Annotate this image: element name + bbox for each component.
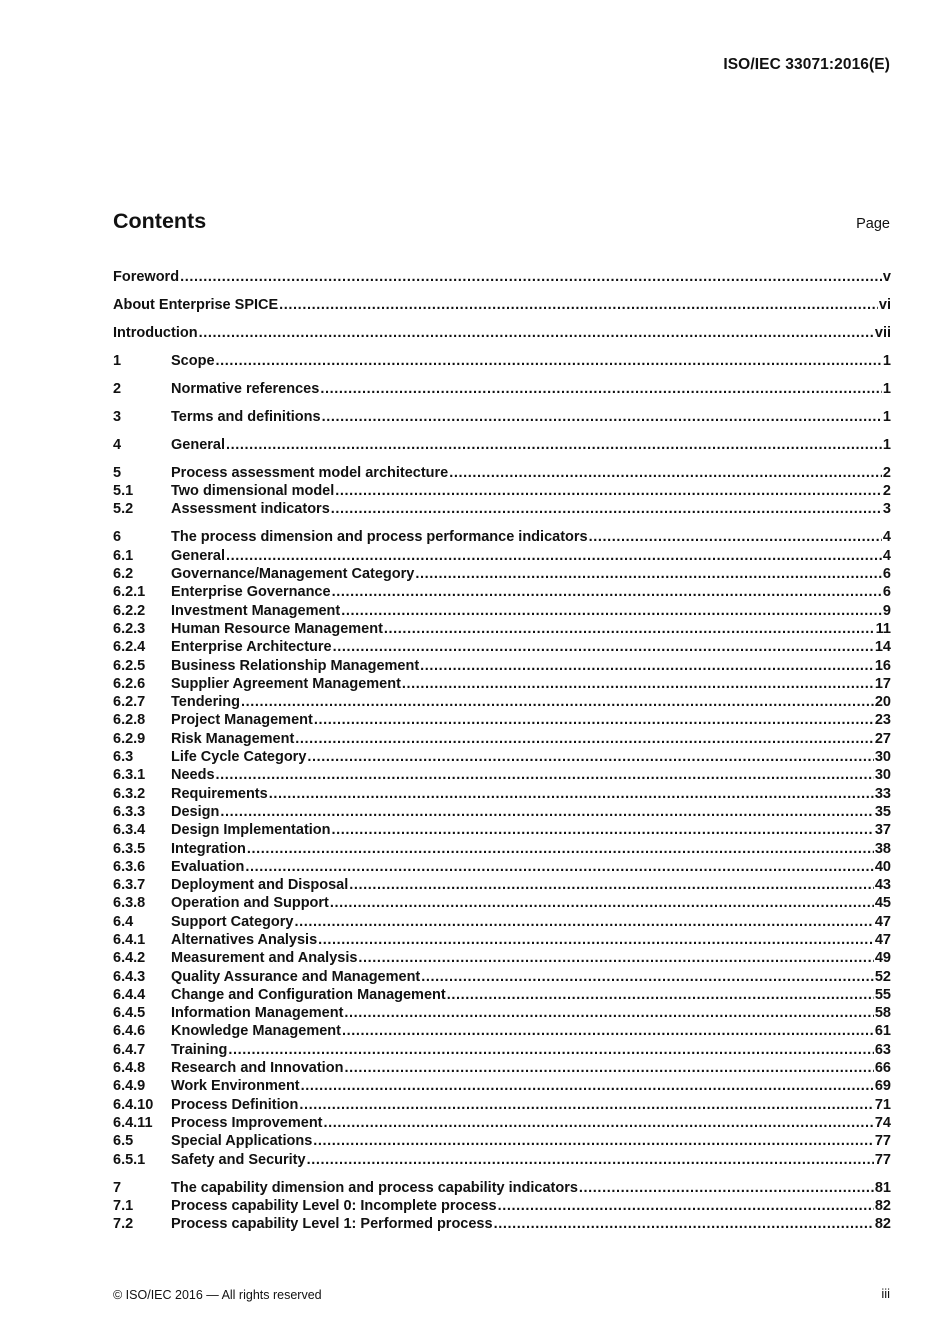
toc-dot-leader bbox=[216, 352, 882, 370]
toc-entry-title: Process capability Level 0: Incomplete process bbox=[171, 1197, 497, 1214]
toc-entry-title: Alternatives Analysis bbox=[171, 932, 318, 948]
toc-dot-leader bbox=[247, 840, 874, 858]
toc-entry-title: Safety and Security bbox=[171, 1151, 306, 1168]
toc-dot-leader bbox=[579, 1179, 874, 1197]
toc-entry-page: 81 bbox=[874, 1179, 891, 1196]
toc-entry-title: Normative references bbox=[171, 380, 320, 397]
toc-entry-page: 9 bbox=[882, 602, 891, 619]
toc-entry-title: Process Definition bbox=[171, 1096, 299, 1113]
toc-entry-page: 61 bbox=[874, 1023, 891, 1040]
toc-entry-number: 6.2.1 bbox=[113, 584, 146, 601]
toc-entry-number: 6.2.8 bbox=[113, 712, 146, 729]
toc-entry-title: Process Improvement bbox=[171, 1114, 323, 1131]
toc-dot-leader bbox=[279, 296, 878, 314]
toc-entry-number: 6.2 bbox=[113, 566, 134, 583]
toc-entry[interactable] bbox=[113, 894, 891, 912]
toc-entry-page: 82 bbox=[874, 1216, 891, 1233]
toc-dot-leader bbox=[498, 1197, 874, 1215]
toc-dot-leader bbox=[295, 730, 874, 748]
toc-entry[interactable] bbox=[113, 968, 891, 986]
toc-entry-number: 6.2.7 bbox=[113, 694, 146, 711]
toc-entry-title: Quality Assurance and Management bbox=[171, 968, 421, 985]
toc-entry[interactable] bbox=[113, 693, 891, 711]
toc-entry[interactable] bbox=[113, 1132, 891, 1150]
toc-entry-number: 6.3.4 bbox=[113, 822, 146, 839]
toc-entry-title: Training bbox=[171, 1041, 228, 1058]
toc-entry-page: 55 bbox=[874, 986, 891, 1003]
toc-entry-title: Life Cycle Category bbox=[171, 749, 307, 766]
toc-dot-leader bbox=[332, 583, 882, 601]
toc-entry-number: 7.1 bbox=[113, 1197, 134, 1214]
toc-dot-leader bbox=[344, 1059, 873, 1077]
toc-entry-page: 38 bbox=[874, 840, 891, 857]
toc-entry-title: General bbox=[171, 436, 225, 453]
page-column-label: Page bbox=[856, 216, 890, 232]
toc-entry-page: 2 bbox=[882, 464, 891, 481]
toc-entry-number: 6.2.2 bbox=[113, 602, 146, 619]
toc-entry-title: The capability dimension and process capability indicators bbox=[171, 1179, 578, 1196]
toc-dot-leader bbox=[301, 1077, 874, 1095]
toc-entry[interactable] bbox=[113, 1179, 891, 1197]
toc-dot-leader bbox=[415, 565, 882, 583]
toc-entry-page: 49 bbox=[874, 950, 891, 967]
toc-entry-number: 6.5.1 bbox=[113, 1151, 146, 1168]
toc-entry-page: 4 bbox=[882, 547, 891, 564]
toc-entry-number: 6.4.1 bbox=[113, 932, 146, 948]
toc-dot-leader bbox=[320, 380, 882, 398]
toc-dot-leader bbox=[269, 785, 874, 803]
toc-entry-number: 6.3.6 bbox=[113, 858, 146, 875]
toc-entry-number: 7 bbox=[113, 1179, 122, 1196]
toc-entry-page: 66 bbox=[874, 1060, 891, 1077]
toc-entry-number: 6.4.2 bbox=[113, 950, 146, 967]
toc-entry-page: 6 bbox=[882, 566, 891, 583]
toc-entry[interactable] bbox=[113, 1151, 891, 1169]
toc-entry-number: 7.2 bbox=[113, 1216, 134, 1233]
toc-dot-leader bbox=[421, 968, 874, 986]
toc-entry-number: 6.4.6 bbox=[113, 1023, 146, 1040]
toc-entry-title: General bbox=[171, 547, 225, 564]
toc-entry-title: Terms and definitions bbox=[171, 408, 321, 425]
toc-entry-title: Process assessment model architecture bbox=[171, 464, 449, 481]
toc-entry-number: 6.3.5 bbox=[113, 840, 146, 857]
toc-dot-leader bbox=[331, 500, 882, 518]
toc-entry-page: 82 bbox=[874, 1197, 891, 1214]
toc-entry[interactable] bbox=[113, 408, 891, 426]
toc-entry-number: 6.3.2 bbox=[113, 785, 146, 802]
toc-entry-number: 5 bbox=[113, 464, 122, 481]
toc-dot-leader bbox=[318, 931, 874, 949]
toc-dot-leader bbox=[330, 894, 874, 912]
toc-entry[interactable] bbox=[113, 840, 891, 858]
toc-entry-number: 6.3.8 bbox=[113, 895, 146, 912]
toc-dot-leader bbox=[307, 748, 873, 766]
toc-entry-page: 23 bbox=[874, 712, 891, 729]
toc-entry-page: 40 bbox=[874, 858, 891, 875]
toc-entry[interactable] bbox=[113, 296, 891, 314]
toc-entry[interactable] bbox=[113, 1004, 891, 1022]
toc-dot-leader bbox=[341, 602, 882, 620]
toc-entry-page: 3 bbox=[882, 501, 891, 518]
toc-entry-page: 77 bbox=[874, 1151, 891, 1168]
toc-entry-title: Governance/Management Category bbox=[171, 566, 415, 583]
toc-entry-title: Requirements bbox=[171, 785, 268, 802]
toc-entry-title: Human Resource Management bbox=[171, 620, 383, 637]
toc-entry-title: Evaluation bbox=[171, 858, 245, 875]
toc-dot-leader bbox=[447, 986, 874, 1004]
toc-entry-number: 6.4.8 bbox=[113, 1060, 146, 1077]
toc-dot-leader bbox=[494, 1215, 874, 1233]
toc-dot-leader bbox=[335, 482, 882, 500]
toc-entry-page: 11 bbox=[875, 620, 891, 637]
toc-entry-number: 6.4.11 bbox=[113, 1114, 153, 1131]
toc-entry[interactable] bbox=[113, 500, 891, 518]
toc-entry-title: Investment Management bbox=[171, 602, 341, 619]
toc-entry-number: 6.2.6 bbox=[113, 675, 146, 692]
toc-entry-title: Risk Management bbox=[171, 730, 295, 747]
table-of-contents bbox=[113, 268, 891, 1233]
toc-entry-title: Design bbox=[171, 803, 220, 820]
toc-dot-leader bbox=[245, 858, 874, 876]
toc-entry-page: 1 bbox=[882, 380, 891, 397]
toc-entry-page: 77 bbox=[874, 1133, 891, 1150]
toc-dot-leader bbox=[228, 1041, 873, 1059]
toc-entry-page: 20 bbox=[874, 694, 891, 711]
toc-entry-number: 6.4.4 bbox=[113, 986, 146, 1003]
toc-entry-page: 33 bbox=[874, 785, 891, 802]
toc-entry-title: Enterprise Governance bbox=[171, 584, 331, 601]
toc-entry[interactable] bbox=[113, 528, 891, 546]
toc-dot-leader bbox=[333, 638, 874, 656]
toc-dot-leader bbox=[220, 803, 874, 821]
toc-entry-number: 6.4 bbox=[113, 913, 134, 930]
toc-entry-number: 6.3.1 bbox=[113, 767, 146, 784]
toc-entry-page: 4 bbox=[882, 529, 891, 546]
toc-entry-number: 5.1 bbox=[113, 483, 134, 500]
toc-entry[interactable] bbox=[113, 1114, 891, 1132]
toc-entry-page: 35 bbox=[874, 803, 891, 820]
toc-entry-title: The process dimension and process performance indicators bbox=[171, 529, 588, 546]
toc-entry-title: Research and Innovation bbox=[171, 1060, 344, 1077]
toc-dot-leader bbox=[307, 1151, 874, 1169]
toc-entry[interactable] bbox=[113, 1215, 891, 1233]
toc-entry-page: 69 bbox=[874, 1078, 891, 1095]
toc-entry-title: Two dimensional model bbox=[171, 483, 335, 500]
footer-copyright: © ISO/IEC 2016 — All rights reserved bbox=[113, 1288, 322, 1302]
toc-entry-page: 16 bbox=[874, 657, 891, 674]
toc-entry-number: 6.4.9 bbox=[113, 1078, 146, 1095]
toc-entry-title: Deployment and Disposal bbox=[171, 877, 349, 894]
toc-entry[interactable] bbox=[113, 986, 891, 1004]
toc-dot-leader bbox=[226, 436, 882, 454]
toc-entry-title: Change and Configuration Management bbox=[171, 986, 446, 1003]
toc-entry-title: Special Applications bbox=[171, 1133, 313, 1150]
toc-entry-number: 6.5 bbox=[113, 1133, 134, 1150]
footer-page-number: iii bbox=[881, 1286, 890, 1301]
toc-dot-leader bbox=[332, 821, 874, 839]
toc-entry-title: Business Relationship Management bbox=[171, 657, 420, 674]
toc-entry-page: 37 bbox=[874, 822, 891, 839]
toc-entry[interactable] bbox=[113, 711, 891, 729]
toc-entry-page: 52 bbox=[874, 968, 891, 985]
toc-entry-page: v bbox=[882, 269, 891, 285]
toc-entry-page: 74 bbox=[874, 1114, 891, 1131]
toc-entry-page: 30 bbox=[874, 749, 891, 766]
toc-entry-title: Knowledge Management bbox=[171, 1023, 341, 1040]
toc-entry-page: 1 bbox=[882, 352, 891, 369]
toc-entry-page: 45 bbox=[874, 895, 891, 912]
toc-entry[interactable] bbox=[113, 620, 891, 638]
toc-entry[interactable] bbox=[113, 352, 891, 370]
toc-dot-leader bbox=[349, 876, 874, 894]
toc-entry[interactable] bbox=[113, 1022, 891, 1040]
toc-entry-number: 5.2 bbox=[113, 501, 134, 518]
toc-entry-page: 47 bbox=[874, 913, 891, 930]
document-code-header: ISO/IEC 33071:2016(E) bbox=[723, 56, 890, 73]
toc-entry-page: 17 bbox=[874, 675, 891, 692]
toc-dot-leader bbox=[313, 1132, 874, 1150]
toc-entry-page: 14 bbox=[874, 639, 891, 656]
toc-entry[interactable] bbox=[113, 657, 891, 675]
toc-entry[interactable] bbox=[113, 931, 891, 949]
toc-entry-number: 6.1 bbox=[113, 547, 134, 564]
toc-entry[interactable] bbox=[113, 949, 891, 967]
toc-entry[interactable] bbox=[113, 1197, 891, 1215]
toc-entry[interactable] bbox=[113, 858, 891, 876]
toc-entry-page: 43 bbox=[874, 877, 891, 894]
toc-dot-leader bbox=[344, 1004, 873, 1022]
toc-entry[interactable] bbox=[113, 1059, 891, 1077]
contents-title: Contents bbox=[113, 209, 207, 233]
toc-entry[interactable] bbox=[113, 268, 891, 286]
toc-entry-title: Assessment indicators bbox=[171, 501, 330, 518]
toc-dot-leader bbox=[180, 268, 882, 286]
toc-entry-title: Integration bbox=[171, 840, 246, 857]
toc-entry-page: 58 bbox=[874, 1005, 891, 1022]
toc-entry[interactable] bbox=[113, 436, 891, 454]
toc-entry[interactable] bbox=[113, 675, 891, 693]
toc-entry-number: 6.4.5 bbox=[113, 1005, 146, 1022]
toc-entry-page: vii bbox=[874, 324, 891, 341]
toc-entry[interactable] bbox=[113, 638, 891, 656]
toc-entry[interactable] bbox=[113, 1041, 891, 1059]
toc-entry[interactable] bbox=[113, 785, 891, 803]
toc-entry-title: Measurement and Analysis bbox=[171, 950, 358, 967]
toc-entry-number: 6.4.10 bbox=[113, 1096, 154, 1113]
toc-entry-number: 2 bbox=[113, 380, 122, 397]
toc-entry[interactable] bbox=[113, 913, 891, 931]
toc-dot-leader bbox=[241, 693, 874, 711]
toc-entry-title: Foreword bbox=[113, 269, 180, 285]
toc-entry[interactable] bbox=[113, 803, 891, 821]
toc-dot-leader bbox=[294, 913, 873, 931]
toc-entry-title: Enterprise Architecture bbox=[171, 639, 332, 656]
toc-entry-page: 6 bbox=[882, 584, 891, 601]
toc-entry-page: 47 bbox=[874, 932, 891, 948]
toc-entry-page: 27 bbox=[874, 730, 891, 747]
toc-entry-title: Tendering bbox=[171, 694, 241, 711]
toc-entry-title: Operation and Support bbox=[171, 895, 329, 912]
toc-dot-leader bbox=[358, 949, 873, 967]
toc-dot-leader bbox=[324, 1114, 874, 1132]
toc-dot-leader bbox=[299, 1096, 874, 1114]
toc-dot-leader bbox=[384, 620, 875, 638]
toc-dot-leader bbox=[199, 324, 874, 342]
toc-entry-title: Support Category bbox=[171, 913, 294, 930]
toc-entry-page: 71 bbox=[874, 1096, 891, 1113]
toc-entry-number: 4 bbox=[113, 436, 122, 453]
toc-entry-page: 2 bbox=[882, 483, 891, 500]
toc-entry-page: 1 bbox=[882, 408, 891, 425]
toc-entry-page: 1 bbox=[882, 436, 891, 453]
toc-entry[interactable] bbox=[113, 766, 891, 784]
toc-entry[interactable] bbox=[113, 565, 891, 583]
toc-entry-page: 30 bbox=[874, 767, 891, 784]
toc-dot-leader bbox=[322, 408, 882, 426]
toc-entry[interactable] bbox=[113, 547, 891, 565]
toc-entry[interactable] bbox=[113, 821, 891, 839]
toc-entry-number: 6.2.4 bbox=[113, 639, 146, 656]
toc-entry[interactable] bbox=[113, 1096, 891, 1114]
toc-entry[interactable] bbox=[113, 748, 891, 766]
toc-entry-title: Project Management bbox=[171, 712, 313, 729]
toc-entry-title: Needs bbox=[171, 767, 215, 784]
toc-entry-number: 6.3.3 bbox=[113, 803, 146, 820]
toc-dot-leader bbox=[314, 711, 874, 729]
toc-dot-leader bbox=[589, 528, 882, 546]
toc-entry-title: Information Management bbox=[171, 1005, 344, 1022]
toc-entry-number: 6.2.9 bbox=[113, 730, 146, 747]
toc-entry-number: 6.3.7 bbox=[113, 877, 146, 894]
toc-entry-page: 63 bbox=[874, 1041, 891, 1058]
toc-entry[interactable] bbox=[113, 583, 891, 601]
toc-entry[interactable] bbox=[113, 876, 891, 894]
toc-entry-title: Process capability Level 1: Performed process bbox=[171, 1216, 493, 1233]
toc-dot-leader bbox=[226, 547, 882, 565]
toc-entry-page: vi bbox=[878, 296, 891, 313]
toc-dot-leader bbox=[216, 766, 874, 784]
toc-entry-number: 6.3 bbox=[113, 749, 134, 766]
toc-entry-title: Work Environment bbox=[171, 1078, 300, 1095]
toc-entry[interactable] bbox=[113, 1077, 891, 1095]
toc-entry[interactable] bbox=[113, 324, 891, 342]
toc-entry[interactable] bbox=[113, 380, 891, 398]
toc-dot-leader bbox=[420, 657, 874, 675]
toc-entry-title: Scope bbox=[171, 352, 215, 369]
toc-dot-leader bbox=[449, 464, 882, 482]
toc-entry-title: Design Implementation bbox=[171, 822, 331, 839]
toc-entry-number: 1 bbox=[113, 352, 122, 369]
toc-entry-title: Introduction bbox=[113, 324, 198, 341]
toc-entry[interactable] bbox=[113, 464, 891, 482]
toc-dot-leader bbox=[402, 675, 874, 693]
toc-entry-title: Supplier Agreement Management bbox=[171, 675, 401, 692]
toc-entry-number: 6.2.5 bbox=[113, 657, 146, 674]
toc-entry-number: 6 bbox=[113, 529, 122, 546]
toc-entry-number: 3 bbox=[113, 408, 122, 425]
toc-dot-leader bbox=[342, 1022, 874, 1040]
toc-entry[interactable] bbox=[113, 730, 891, 748]
toc-entry-number: 6.2.3 bbox=[113, 620, 146, 637]
toc-entry-number: 6.4.3 bbox=[113, 968, 146, 985]
toc-entry-number: 6.4.7 bbox=[113, 1041, 146, 1058]
toc-entry[interactable] bbox=[113, 602, 891, 620]
toc-entry[interactable] bbox=[113, 482, 891, 500]
toc-entry-title: About Enterprise SPICE bbox=[113, 296, 279, 313]
